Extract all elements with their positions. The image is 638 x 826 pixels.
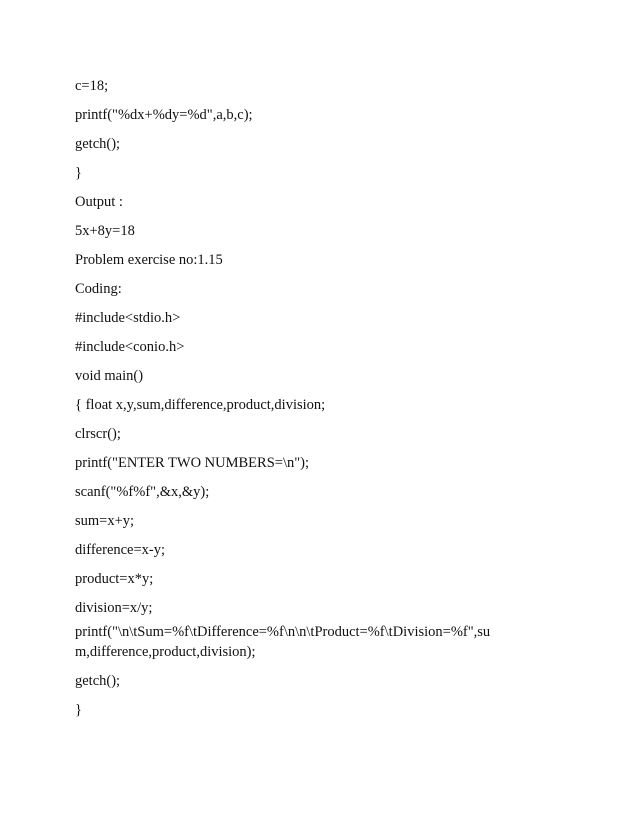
code-line: printf("\n\tSum=%f\tDifference=%f\n\n\tProduct=%f\tDivision=%f",su bbox=[75, 624, 491, 640]
code-line: printf("ENTER TWO NUMBERS=\n"); bbox=[75, 455, 310, 471]
code-line: } bbox=[75, 702, 82, 718]
code-line: scanf("%f%f",&x,&y); bbox=[75, 484, 210, 500]
text-line: Coding: bbox=[75, 281, 122, 297]
code-line: difference=x-y; bbox=[75, 542, 166, 558]
code-line: getch(); bbox=[75, 673, 121, 689]
code-line: void main() bbox=[75, 368, 144, 384]
code-line-continued: m,difference,product,division); bbox=[75, 644, 256, 660]
code-line: #include<stdio.h> bbox=[75, 310, 181, 326]
code-line: product=x*y; bbox=[75, 571, 154, 587]
code-line: { float x,y,sum,difference,product,division; bbox=[75, 397, 326, 413]
text-line: getch(); bbox=[75, 136, 121, 152]
text-line: 5x+8y=18 bbox=[75, 223, 135, 239]
code-line: division=x/y; bbox=[75, 600, 153, 616]
code-line: #include<conio.h> bbox=[75, 339, 185, 355]
code-listing bbox=[75, 72, 575, 725]
text-line: Output : bbox=[75, 194, 123, 210]
text-line: c=18; bbox=[75, 78, 109, 94]
text-line: printf("%dx+%dy=%d",a,b,c); bbox=[75, 107, 253, 123]
section-heading: Problem exercise no:1.15 bbox=[75, 252, 223, 268]
text-line: } bbox=[75, 165, 82, 181]
code-line: clrscr(); bbox=[75, 426, 121, 442]
code-line: sum=x+y; bbox=[75, 513, 135, 529]
